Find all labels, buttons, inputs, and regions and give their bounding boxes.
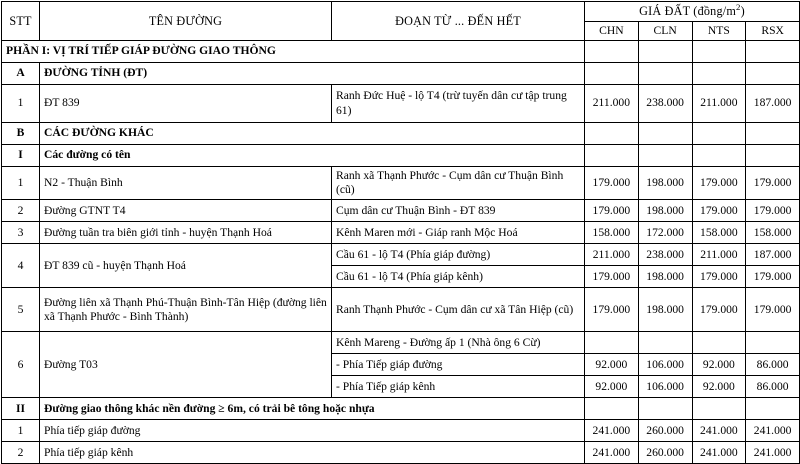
- cell-rsx: [746, 332, 800, 354]
- cell-rsx: 187.000: [746, 244, 800, 266]
- row-stt: 1: [2, 420, 40, 442]
- row-ten-duong: Đường GTNT T4: [40, 200, 332, 222]
- table-row: [2, 41, 800, 63]
- cell-nts: 92.000: [692, 376, 746, 398]
- cell-chn: 158.000: [585, 222, 639, 244]
- cell-cln: [638, 332, 692, 354]
- land-price-table: [1, 1, 800, 464]
- header-row-top: [2, 2, 800, 22]
- cell-nts: 179.000: [692, 167, 746, 200]
- header-col-cln: CLN: [638, 21, 692, 40]
- table-row: [2, 244, 800, 266]
- header-gia-dat-close: ): [740, 4, 745, 18]
- table-row: [2, 145, 800, 167]
- cell-rsx: 86.000: [746, 354, 800, 376]
- table-row: [2, 85, 800, 123]
- cell-nts: 241.000: [692, 420, 746, 442]
- cell-nts: [692, 63, 746, 85]
- table-row: [2, 200, 800, 222]
- row-doan: Ranh xã Thạnh Phước - Cụm dân cư Thuận Bình (cũ): [332, 167, 585, 200]
- cell-nts: [692, 123, 746, 145]
- table-header: [2, 2, 800, 41]
- cell-cln: 172.000: [638, 222, 692, 244]
- cell-rsx: [746, 398, 800, 420]
- row-ten-duong: ĐT 839: [40, 85, 332, 123]
- row-stt: II: [2, 398, 40, 420]
- cell-chn: [585, 398, 639, 420]
- cell-nts: 211.000: [692, 244, 746, 266]
- cell-cln: 198.000: [638, 266, 692, 288]
- table-row: [2, 442, 800, 464]
- header-col-nts: NTS: [692, 21, 746, 40]
- cell-chn: [585, 63, 639, 85]
- row-doan: Ranh Đức Huệ - lộ T4 (trừ tuyến dân cư tập trung 61): [332, 85, 585, 123]
- cell-nts: [692, 145, 746, 167]
- cell-rsx: 187.000: [746, 85, 800, 123]
- cell-chn: 211.000: [585, 244, 639, 266]
- row-stt: I: [2, 145, 40, 167]
- header-gia-dat-superscript: 2: [736, 1, 741, 12]
- cell-cln: 198.000: [638, 288, 692, 332]
- cell-nts: [692, 398, 746, 420]
- row-section-label: CÁC ĐƯỜNG KHÁC: [40, 123, 585, 145]
- cell-cln: 198.000: [638, 167, 692, 200]
- cell-rsx: [746, 145, 800, 167]
- cell-nts: [692, 332, 746, 354]
- cell-chn: [585, 41, 639, 63]
- row-stt: 1: [2, 85, 40, 123]
- table-row: [2, 123, 800, 145]
- cell-rsx: 86.000: [746, 376, 800, 398]
- table-row: [2, 167, 800, 200]
- header-col-rsx: RSX: [746, 21, 800, 40]
- cell-chn: 179.000: [585, 200, 639, 222]
- cell-cln: 238.000: [638, 244, 692, 266]
- row-section-label: Các đường có tên: [40, 145, 585, 167]
- cell-cln: 260.000: [638, 420, 692, 442]
- row-stt: 2: [2, 442, 40, 464]
- row-section-label: Đường giao thông khác nền đường ≥ 6m, có trải bê tông hoặc nhựa: [40, 398, 585, 420]
- cell-cln: [638, 63, 692, 85]
- cell-nts: 158.000: [692, 222, 746, 244]
- cell-nts: 241.000: [692, 442, 746, 464]
- row-section-label: ĐƯỜNG TỈNH (ĐT): [40, 63, 585, 85]
- cell-rsx: 179.000: [746, 167, 800, 200]
- cell-nts: 92.000: [692, 354, 746, 376]
- row-ten-duong: ĐT 839 cũ - huyện Thạnh Hoá: [40, 244, 332, 288]
- cell-rsx: 241.000: [746, 442, 800, 464]
- cell-nts: 211.000: [692, 85, 746, 123]
- row-doan: Ranh Thạnh Phước - Cụm dân cư xã Tân Hiệp (cũ): [332, 288, 585, 332]
- cell-rsx: [746, 123, 800, 145]
- table-row: [2, 332, 800, 354]
- table-row: [2, 63, 800, 85]
- cell-chn: 179.000: [585, 167, 639, 200]
- cell-rsx: [746, 41, 800, 63]
- cell-cln: 238.000: [638, 85, 692, 123]
- row-doan: - Phía Tiếp giáp đường: [332, 354, 585, 376]
- row-ten-duong: Đường T03: [40, 332, 332, 398]
- cell-nts: [692, 41, 746, 63]
- row-ten-duong: Đường tuần tra biên giới tỉnh - huyện Thạnh Hoá: [40, 222, 332, 244]
- table-row: [2, 398, 800, 420]
- row-stt: 6: [2, 332, 40, 398]
- row-doan: Kênh Maren mới - Giáp ranh Mộc Hoá: [332, 222, 585, 244]
- cell-chn: 179.000: [585, 266, 639, 288]
- cell-cln: [638, 41, 692, 63]
- row-stt: 2: [2, 200, 40, 222]
- row-ten-duong: N2 - Thuận Bình: [40, 167, 332, 200]
- row-stt: 5: [2, 288, 40, 332]
- row-stt: 4: [2, 244, 40, 288]
- row-stt: 3: [2, 222, 40, 244]
- cell-chn: [585, 145, 639, 167]
- cell-chn: 241.000: [585, 420, 639, 442]
- cell-nts: 179.000: [692, 288, 746, 332]
- cell-nts: 179.000: [692, 200, 746, 222]
- row-ten-duong: Đường liên xã Thạnh Phú-Thuận Bình-Tân Hiệp (đường liên xã Thạnh Phước - Bình Thành): [40, 288, 332, 332]
- table-row: [2, 222, 800, 244]
- cell-rsx: 158.000: [746, 222, 800, 244]
- cell-rsx: 179.000: [746, 266, 800, 288]
- land-price-document: [0, 1, 800, 463]
- table-row: [2, 288, 800, 332]
- cell-chn: 211.000: [585, 85, 639, 123]
- cell-chn: 241.000: [585, 442, 639, 464]
- cell-rsx: [746, 63, 800, 85]
- row-doan: Cầu 61 - lộ T4 (Phía giáp kênh): [332, 266, 585, 288]
- row-stt: B: [2, 123, 40, 145]
- row-ten-duong: Phía tiếp giáp kênh: [40, 442, 585, 464]
- cell-cln: 198.000: [638, 200, 692, 222]
- header-gia-dat: [585, 2, 800, 22]
- cell-cln: 260.000: [638, 442, 692, 464]
- cell-chn: 92.000: [585, 376, 639, 398]
- cell-nts: 179.000: [692, 266, 746, 288]
- header-doan-tu-den-het: ĐOẠN TỪ ... ĐẾN HẾT: [332, 2, 585, 41]
- cell-chn: 92.000: [585, 354, 639, 376]
- header-col-chn: CHN: [585, 21, 639, 40]
- cell-rsx: 179.000: [746, 200, 800, 222]
- cell-rsx: 241.000: [746, 420, 800, 442]
- header-stt: STT: [2, 2, 40, 41]
- cell-cln: 106.000: [638, 376, 692, 398]
- row-doan: Cầu 61 - lộ T4 (Phía giáp đường): [332, 244, 585, 266]
- row-doan: Kênh Mareng - Đường ấp 1 (Nhà ông 6 Cừ): [332, 332, 585, 354]
- header-gia-dat-text: GIÁ ĐẤT (đồng/m: [639, 4, 737, 18]
- header-ten-duong: TÊN ĐƯỜNG: [40, 2, 332, 41]
- cell-cln: 106.000: [638, 354, 692, 376]
- row-doan: Cụm dân cư Thuận Bình - ĐT 839: [332, 200, 585, 222]
- row-part-label: PHẦN I: VỊ TRÍ TIẾP GIÁP ĐƯỜNG GIAO THÔNG: [2, 41, 585, 63]
- table-body: [2, 41, 800, 464]
- cell-cln: [638, 398, 692, 420]
- row-stt: 1: [2, 167, 40, 200]
- row-ten-duong: Phía tiếp giáp đường: [40, 420, 585, 442]
- cell-chn: [585, 123, 639, 145]
- row-doan: - Phía Tiếp giáp kênh: [332, 376, 585, 398]
- row-stt: A: [2, 63, 40, 85]
- cell-cln: [638, 123, 692, 145]
- cell-rsx: 179.000: [746, 288, 800, 332]
- table-row: [2, 420, 800, 442]
- cell-chn: [585, 332, 639, 354]
- cell-cln: [638, 145, 692, 167]
- cell-chn: 179.000: [585, 288, 639, 332]
